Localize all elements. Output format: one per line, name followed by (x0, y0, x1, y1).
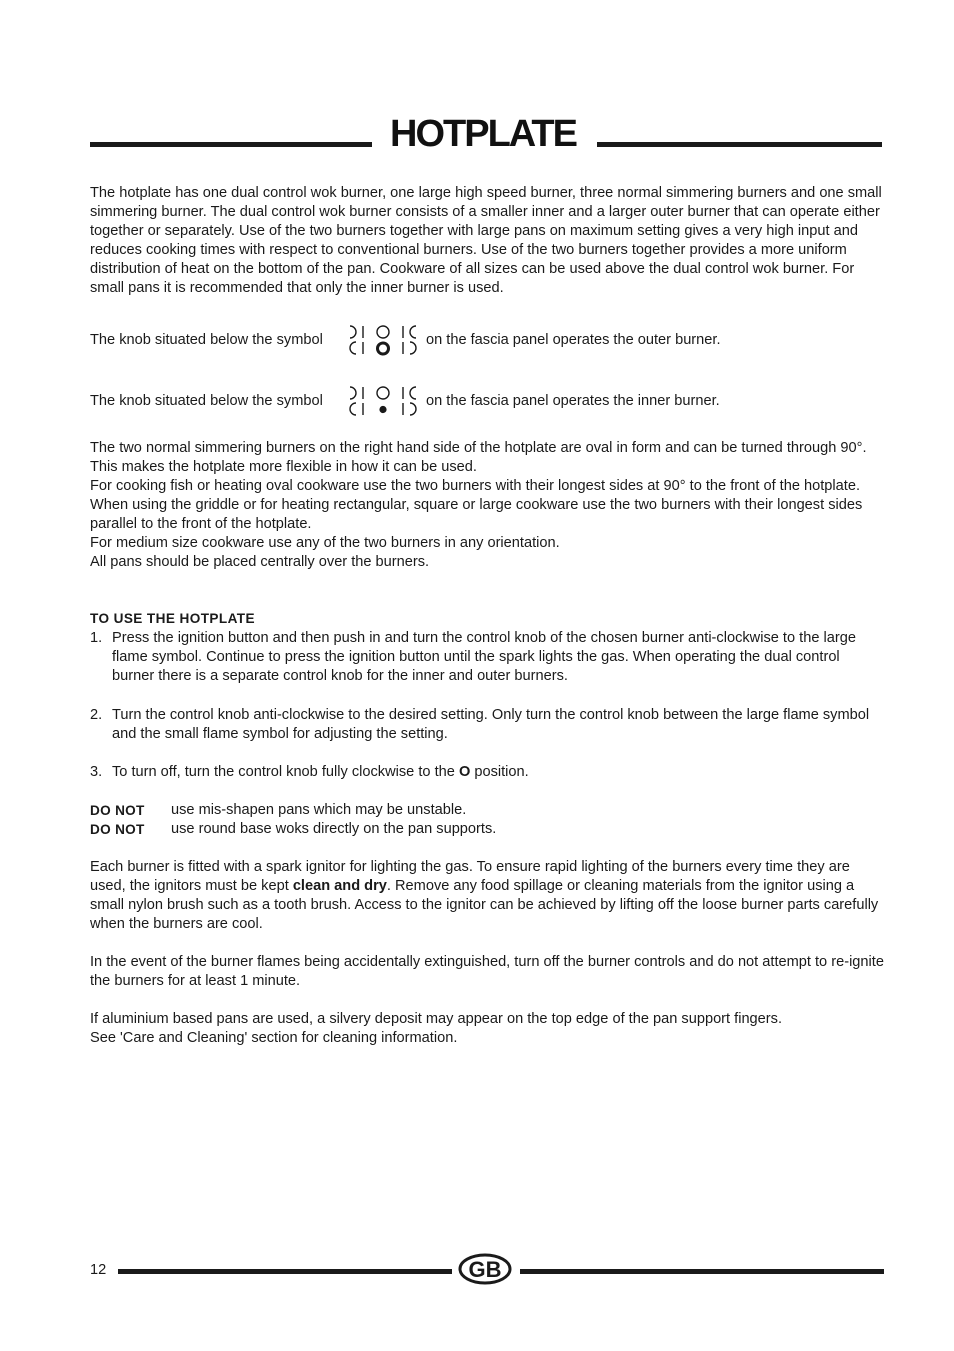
page-number: 12 (90, 1262, 107, 1278)
step-text (112, 763, 885, 782)
step-number: 2. (90, 707, 103, 723)
ignitor-text-before: Each burner is fitted with a spark ignitor for lighting the gas. To ensure rapid lighting of the burners every time they are used, the ignitors must be kept (90, 859, 850, 894)
warning-label: DO NOT (90, 803, 145, 818)
oval-paragraph-1: The two normal simmering burners on the right hand side of the hotplate are oval in form and can be turned through 90°. This makes the hotplate more flexible in how it can be used. (90, 440, 867, 475)
warning-label: DO NOT (90, 822, 145, 837)
oval-paragraph-2: For cooking fish or heating oval cookware use the two burners with their longest sides at 90° to the front of the hotplate. (90, 478, 861, 494)
ignitor-paragraph (90, 858, 885, 934)
outer-burner-symbol-icon (346, 323, 420, 357)
inner-burner-symbol-icon (346, 384, 420, 418)
oval-paragraph-5: All pans should be placed centrally over the burners. (90, 554, 430, 570)
step-number: 1. (90, 630, 103, 646)
ignitor-text-after: . Remove any food spillage or cleaning materials from the ignitor using a small nylon brush such as a tooth brush. Access to the ignitor can be achieved by lifting off the loose burner parts carefully when the burners are cool. (90, 878, 879, 932)
section-heading: TO USE THE HOTPLATE (90, 611, 255, 626)
intro-paragraph: The hotplate has one dual control wok burner, one large high speed burner, three normal simmering burners and one small simmering burner. The dual control wok burner consists of a smaller inner and a larger outer burner that can operate either together or separately. Use of the two burners together with large pans on maximum setting gives a very high input and reduces cooking times with respect to conventional burners. Use of the two burners together provides a more uniform distribution of heat on the bottom of the pan. Cookware of all sizes can be used above the dual control wok burner. For small pans it is recommended that only the inner burner is used. (90, 185, 882, 296)
country-badge-gb (458, 1253, 512, 1285)
aluminium-line-2: See 'Care and Cleaning' section for cleaning information. (90, 1030, 458, 1046)
ignitor-emphasis: clean and dry (292, 878, 387, 894)
header-rule-left (90, 142, 372, 147)
off-position-symbol: O (458, 764, 471, 780)
badge-label: GB (468, 1257, 502, 1282)
footer-rule-left (118, 1269, 452, 1274)
warning-text: use round base woks directly on the pan supports. (171, 821, 497, 837)
aluminium-line-1: If aluminium based pans are used, a silvery deposit may appear on the top edge of the pan support fingers. (90, 1011, 783, 1027)
step-text: Turn the control knob anti-clockwise to the desired setting. Only turn the control knob between the large flame symbol and the small flame symbol for adjusting the setting. (112, 707, 870, 742)
knob-row-outer-before: The knob situated below the symbol (90, 332, 323, 348)
knob-row-outer-after: on the fascia panel operates the outer burner. (426, 332, 721, 348)
step-number: 3. (90, 764, 103, 780)
aluminium-section (90, 1010, 885, 1048)
footer-rule-right (520, 1269, 884, 1274)
page-title: HOTPLATE (390, 113, 576, 155)
header-rule-right (597, 142, 882, 147)
knob-row-inner-before: The knob situated below the symbol (90, 393, 323, 409)
knob-row-inner (90, 384, 885, 418)
oval-paragraph-3: When using the griddle or for heating rectangular, square or large cookware use the two burners with their longest sides parallel to the front of the hotplate. (90, 497, 863, 532)
knob-row-inner-after: on the fascia panel operates the inner burner. (426, 393, 720, 409)
step-text-before: To turn off, turn the control knob fully clockwise to the (112, 764, 455, 780)
knob-row-outer (90, 323, 885, 357)
step-text-after: position. (474, 764, 529, 780)
oval-paragraph-4: For medium size cookware use any of the two burners in any orientation. (90, 535, 560, 551)
oval-burners-section (90, 439, 885, 572)
warning-text: use mis-shapen pans which may be unstable. (171, 802, 467, 818)
step-text: Press the ignition button and then push in and turn the control knob of the chosen burner anti-clockwise to the large flame symbol. Continue to press the ignition button until the spark lights the gas. When operating the dual control burner there is a separate control knob for the inner and outer burners. (112, 630, 856, 684)
extinguished-paragraph: In the event of the burner flames being accidentally extinguished, turn off the burner controls and do not attempt to re-ignite the burners for at least 1 minute. (90, 954, 884, 989)
